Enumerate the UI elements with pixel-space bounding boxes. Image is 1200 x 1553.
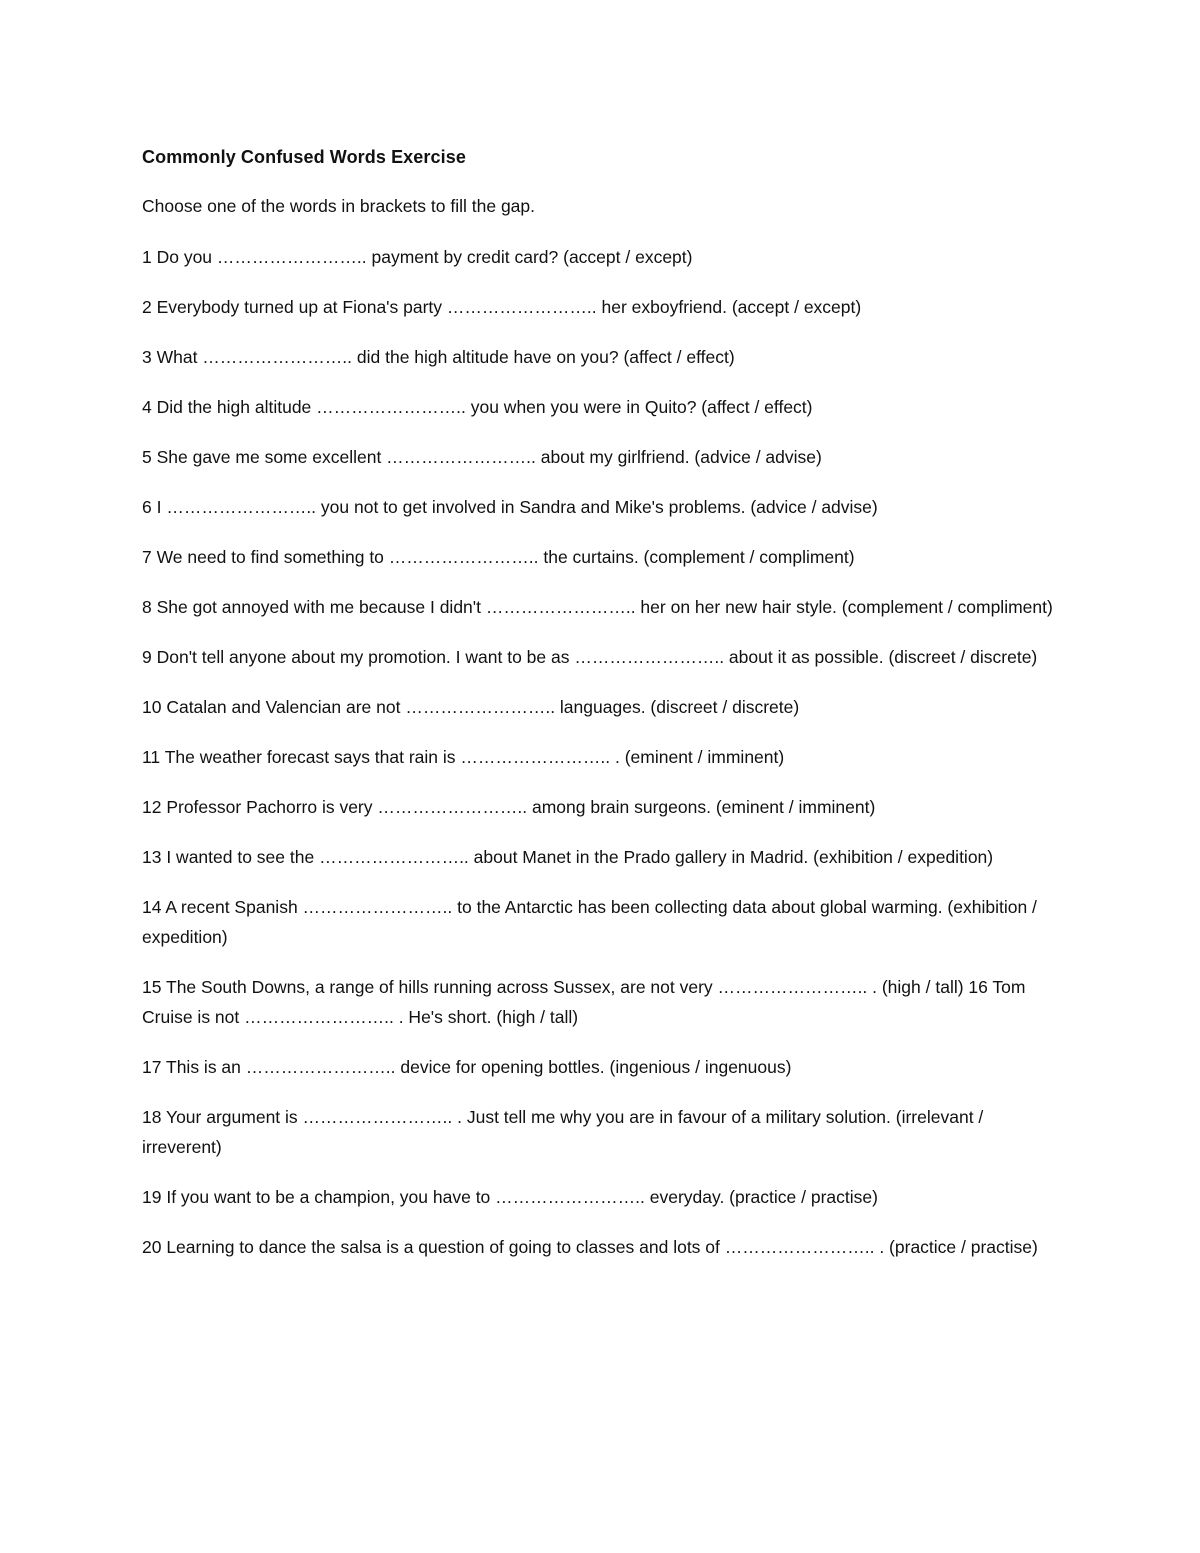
exercise-item-3: 3 What …………………….. did the high altitude have on you? (affect / effect)	[142, 347, 735, 367]
exercise-item-4: 4 Did the high altitude …………………….. you when you were in Quito? (affect / effect)	[142, 397, 813, 417]
exercise-item-6: 6 I …………………….. you not to get involved in Sandra and Mike's problems. (advice / advise)	[142, 497, 878, 517]
exercise-item-17: 17 This is an …………………….. device for opening bottles. (ingenious / ingenuous)	[142, 1057, 792, 1077]
exercise-item-19: 19 If you want to be a champion, you have to …………………….. everyday. (practice / practise)	[142, 1187, 878, 1207]
exercise-item-20: 20 Learning to dance the salsa is a question of going to classes and lots of …………………….. . (practice / practise)	[142, 1237, 1038, 1257]
document-page	[142, 143, 1062, 1282]
exercise-item-2: 2 Everybody turned up at Fiona's party …………………….. her exboyfriend. (accept / except)	[142, 297, 862, 317]
exercise-item-9: 9 Don't tell anyone about my promotion. I want to be as …………………….. about it as possible. (discreet / discrete)	[142, 647, 1038, 667]
exercise-item-5: 5 She gave me some excellent …………………….. about my girlfriend. (advice / advise)	[142, 447, 822, 467]
exercise-item-8: 8 She got annoyed with me because I didn't …………………….. her on her new hair style. (complement / compliment)	[142, 597, 1053, 617]
instruction-text: Choose one of the words in brackets to fill the gap.	[142, 196, 536, 216]
document-title: Commonly Confused Words Exercise	[142, 147, 466, 167]
exercise-item-14: 14 A recent Spanish …………………….. to the Antarctic has been collecting data about global warming. (exhibition / expedition)	[142, 897, 1037, 947]
exercise-item-7: 7 We need to find something to …………………….. the curtains. (complement / compliment)	[142, 547, 855, 567]
exercise-item-11: 11 The weather forecast says that rain is …………………….. . (eminent / imminent)	[142, 747, 785, 767]
exercise-item-12: 12 Professor Pachorro is very …………………….. among brain surgeons. (eminent / imminent)	[142, 797, 876, 817]
exercise-item-15-16: 15 The South Downs, a range of hills running across Sussex, are not very …………………….. . (high / tall) 16 Tom Cruise is not …………………….. . He's short. (high / tall)	[142, 977, 1026, 1027]
exercise-item-13: 13 I wanted to see the …………………….. about Manet in the Prado gallery in Madrid. (exhibition / expedition)	[142, 847, 994, 867]
exercise-item-18: 18 Your argument is …………………….. . Just tell me why you are in favour of a military solution. (irrelevant / irreverent)	[142, 1107, 984, 1157]
exercise-item-1: 1 Do you …………………….. payment by credit card? (accept / except)	[142, 247, 693, 267]
exercise-item-10: 10 Catalan and Valencian are not …………………….. languages. (discreet / discrete)	[142, 697, 800, 717]
